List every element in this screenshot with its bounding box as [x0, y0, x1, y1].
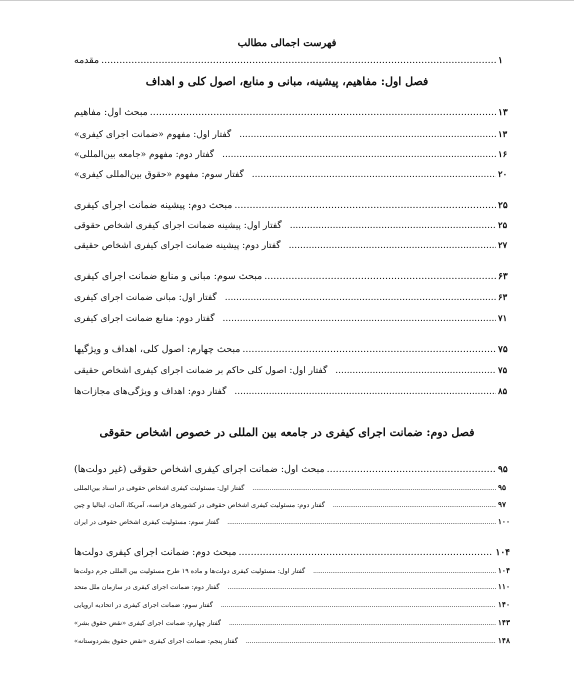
- toc-page-number: ۱۰۴: [495, 548, 510, 558]
- dot-leader: [239, 129, 496, 141]
- toc-entry-label: گفتار دوم: اهداف و ویژگی‌های مجازات‌ها: [74, 387, 227, 397]
- toc-subsection[interactable]: [74, 582, 510, 593]
- page-title: فهرست اجمالی مطالب: [237, 38, 337, 49]
- toc-entry-label: گفتار پنجم: ضمانت اجرای کیفری «نقض حقوق بشردوستانه»: [74, 637, 238, 645]
- toc-page-number: ۲۰: [498, 170, 508, 180]
- toc-entry-label: گفتار سوم: ضمانت اجرای کیفری در اتحادیه اروپایی: [74, 601, 213, 609]
- toc-entry-label: مبحث دوم: پیشینه ضمانت اجرای کیفری: [74, 200, 233, 211]
- toc-subsection[interactable]: [74, 169, 510, 181]
- toc-entry-label: گفتار چهارم: ضمانت اجرای کیفری «نقض حقوق بشر»: [74, 619, 221, 627]
- toc-subsection[interactable]: [74, 292, 510, 304]
- toc-page-number: ۱۰۴: [497, 566, 510, 575]
- toc-entry-label: گفتار اول: مسئولیت کیفری دولت‌ها و ماده ۱۹ طرح مسئولیت بین المللی جرم دولت‌ها: [74, 567, 306, 575]
- dot-leader: [221, 601, 496, 611]
- toc-page-number: ۲۵: [498, 221, 508, 231]
- page-top-border: [0, 0, 574, 1]
- toc-page-number: ۷۱: [498, 314, 508, 324]
- dot-leader: [333, 501, 496, 511]
- toc-page-number: ۱۴۸: [497, 636, 510, 645]
- dot-leader: [239, 547, 494, 559]
- toc-page-number: ۸۵: [498, 387, 508, 397]
- dot-leader: [227, 583, 495, 593]
- dot-leader: [227, 518, 496, 528]
- toc-subsection[interactable]: [74, 517, 510, 528]
- toc-page-number: ۶۳: [498, 293, 508, 303]
- toc-page-number: ۹۷: [498, 500, 507, 509]
- toc-section[interactable]: [74, 107, 510, 119]
- dot-leader: [327, 464, 496, 476]
- toc-entry-label: گفتار سوم: مفهوم «حقوق بین‌المللی کیفری»: [74, 170, 244, 180]
- dot-leader: [289, 240, 496, 252]
- dot-leader: [252, 484, 496, 494]
- toc-page-number: ۱۴۰: [497, 600, 510, 609]
- dot-leader: [246, 637, 496, 647]
- toc-entry-label: گفتار اول: پیشینه ضمانت اجرای کیفری اشخاص حقوقی: [74, 221, 282, 231]
- toc-page-number: ۶۳: [498, 272, 508, 282]
- toc-subsection[interactable]: [74, 129, 510, 141]
- toc-page-number: ۹۵: [498, 483, 507, 492]
- toc-section[interactable]: [74, 344, 510, 356]
- toc-section[interactable]: [74, 271, 510, 283]
- toc-section[interactable]: [74, 547, 510, 559]
- dot-leader: [234, 386, 496, 398]
- toc-subsection[interactable]: [74, 618, 510, 629]
- dot-leader: [229, 619, 496, 629]
- toc-page-number: ۲۵: [498, 201, 508, 211]
- toc-page-number: ۱۱۰: [497, 582, 510, 591]
- toc-entry-label: مبحث دوم: ضمانت اجرای کیفری دولت‌ها: [74, 547, 237, 558]
- toc-entry-label: گفتار اول: مفهوم «ضمانت اجرای کیفری»: [74, 130, 232, 140]
- toc-subsection[interactable]: [74, 240, 510, 252]
- dot-leader: [335, 365, 496, 377]
- toc-subsection[interactable]: [74, 313, 510, 325]
- toc-entry-label: گفتار دوم: پیشینه ضمانت اجرای کیفری اشخاص حقیقی: [74, 241, 281, 251]
- toc-page-number: ۲۷: [498, 241, 508, 251]
- toc-page-number: ۹۵: [498, 465, 508, 475]
- toc-page-number: ۱: [498, 56, 503, 66]
- toc-page-number: ۱۰۰: [497, 517, 510, 526]
- dot-leader: [150, 107, 496, 119]
- chapter-2-title: فصل دوم: ضمانت اجرای کیفری در جامعه بین المللی در خصوص اشخاص حقوقی: [99, 426, 475, 439]
- toc-entry-label: گفتار اول: مسئولیت کیفری اشخاص حقوقی در اسناد بین‌المللی: [74, 484, 245, 492]
- toc-section[interactable]: [74, 464, 510, 476]
- dot-leader: [242, 344, 496, 356]
- toc-page-number: ۷۵: [498, 345, 508, 355]
- toc-entry-label: مقدمه: [74, 55, 100, 66]
- toc-subsection[interactable]: [74, 500, 510, 511]
- toc-page-number: ۱۳: [498, 130, 508, 140]
- toc-subsection[interactable]: [74, 149, 510, 161]
- toc-entry-label: گفتار دوم: مفهوم «جامعه بین‌المللی»: [74, 150, 215, 160]
- toc-subsection[interactable]: [74, 220, 510, 232]
- toc-entry-label: مبحث اول: مفاهیم: [74, 107, 148, 118]
- toc-entry-label: مبحث چهارم: اصول کلی، اهداف و ویژگیها: [74, 344, 241, 355]
- dot-leader: [313, 567, 496, 577]
- toc-entry-label: گفتار اول: مبانی ضمانت اجرای کیفری: [74, 293, 217, 303]
- toc-subsection[interactable]: [74, 566, 510, 577]
- toc-section[interactable]: [74, 200, 510, 212]
- toc-entry-label: گفتار دوم: منابع ضمانت اجرای کیفری: [74, 314, 215, 324]
- toc-subsection[interactable]: [74, 365, 510, 377]
- dot-leader: [222, 149, 496, 161]
- toc-subsection[interactable]: [74, 386, 510, 398]
- toc-entry-label: گفتار اول: اصول کلی حاکم بر ضمانت اجرای کیفری اشخاص حقیقی: [74, 366, 328, 376]
- toc-entry-label: مبحث سوم: مبانی و منابع ضمانت اجرای کیفری: [74, 271, 263, 282]
- toc-page-number: ۷۵: [498, 366, 508, 376]
- dot-leader: [223, 313, 496, 325]
- toc-subsection[interactable]: [74, 483, 510, 494]
- toc-page-number: ۱۳: [498, 108, 508, 118]
- toc-subsection[interactable]: [74, 636, 510, 647]
- dot-leader: [264, 271, 496, 283]
- chapter-1-title: فصل اول: مفاهیم، پیشینه، مبانی و منابع، اصول کلی و اهداف: [145, 75, 429, 88]
- toc-subsection[interactable]: [74, 600, 510, 611]
- toc-entry-label: گفتار دوم: ضمانت اجرای کیفری در سازمان ملل متحد: [74, 583, 220, 591]
- dot-leader: [225, 292, 496, 304]
- dot-leader: [101, 55, 496, 67]
- dot-leader: [252, 169, 496, 181]
- dot-leader: [234, 200, 496, 212]
- toc-page-number: ۱۴۳: [497, 618, 510, 627]
- toc-entry-intro[interactable]: [74, 55, 510, 67]
- toc-entry-label: گفتار دوم: مسئولیت کیفری اشخاص حقوقی در کشورهای فرانسه، آمریکا، آلمان، ایتالیا و چین: [74, 501, 325, 509]
- toc-page-number: ۱۶: [498, 150, 508, 160]
- dot-leader: [290, 220, 496, 232]
- toc-entry-label: مبحث اول: ضمانت اجرای کیفری اشخاص حقوقی (غیر دولت‌ها): [74, 464, 325, 475]
- toc-entry-label: گفتار سوم: مسئولیت کیفری اشخاص حقوقی در ایران: [74, 518, 220, 526]
